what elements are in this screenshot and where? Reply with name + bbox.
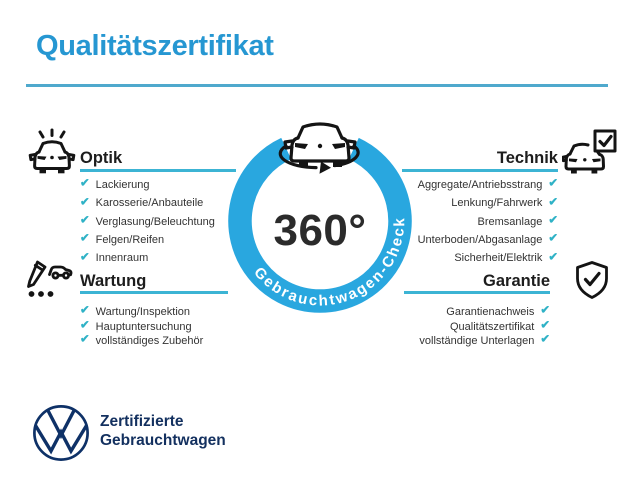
checklist-item-label: Unterboden/Abgasanlage	[417, 234, 543, 247]
section-underline-technik	[402, 169, 558, 172]
checklist-item-label: Felgen/Reifen	[95, 234, 165, 247]
checklist-item-label: Sicherheit/Elektrik	[454, 252, 543, 265]
wartung-checklist	[80, 305, 203, 348]
garantie-checklist	[419, 305, 550, 348]
checklist-item-label: Garantienachweis	[446, 306, 535, 319]
checklist-item	[80, 305, 203, 319]
check-icon: ✔	[548, 232, 558, 245]
checklist-item	[446, 305, 550, 319]
check-icon: ✔	[80, 196, 90, 209]
optik-checklist	[80, 176, 215, 267]
section-underline-optik	[80, 169, 236, 172]
checklist-item-label: Wartung/Inspektion	[95, 306, 191, 319]
page-title: Qualitätszertifikat	[36, 30, 274, 62]
footer-claim	[100, 412, 226, 450]
check-icon: ✔	[540, 319, 550, 332]
check-icon: ✔	[80, 251, 90, 264]
car-front-checkbox-icon	[562, 129, 618, 179]
check-icon: ✔	[548, 251, 558, 264]
footer-claim-line2: Gebrauchtwagen	[100, 432, 226, 449]
ring-label: Gebrauchtwagen-Check	[250, 216, 409, 310]
checklist-item-label: Bremsanlage	[477, 215, 543, 228]
check-icon: ✔	[548, 196, 558, 209]
checklist-item	[80, 334, 203, 348]
checklist-item-label: Karosserie/Anbauteile	[95, 197, 204, 210]
checklist-item-label: Verglasung/Beleuchtung	[95, 215, 215, 228]
checklist-item	[419, 334, 550, 348]
pencil-car-checklist-icon	[23, 259, 77, 299]
checklist-item-label: Lackierung	[95, 179, 150, 192]
checklist-item	[80, 231, 215, 249]
check-icon: ✔	[80, 333, 90, 346]
section-heading-optik: Optik	[80, 149, 123, 167]
checklist-item	[454, 249, 558, 267]
section-heading-technik: Technik	[496, 149, 558, 167]
check-icon: ✔	[80, 319, 90, 332]
section-heading-garantie: Garantie	[483, 272, 550, 290]
checklist-item-label: Hauptuntersuchung	[95, 320, 192, 333]
checklist-item	[478, 213, 558, 231]
check-icon: ✔	[80, 177, 90, 190]
check-icon: ✔	[80, 232, 90, 245]
checklist-item	[80, 249, 215, 267]
checklist-item	[80, 319, 203, 333]
checklist-item-label: Innenraum	[95, 252, 149, 265]
checklist-item	[80, 213, 215, 231]
car-front-shine-icon	[26, 128, 78, 182]
check-icon: ✔	[540, 333, 550, 346]
vw-logo	[32, 404, 90, 462]
checklist-item-label: vollständiges Zubehör	[95, 334, 204, 347]
technik-checklist	[418, 176, 558, 267]
checklist-item	[450, 319, 550, 333]
footer-claim-line1: Zertifizierte	[100, 413, 184, 430]
section-underline-wartung	[80, 291, 228, 294]
check-icon: ✔	[548, 214, 558, 227]
checklist-item	[80, 194, 215, 212]
check-icon: ✔	[548, 177, 558, 190]
checklist-item	[80, 176, 215, 194]
car-360-rotation-icon	[272, 118, 368, 182]
checklist-item	[418, 231, 558, 249]
checklist-item	[451, 194, 558, 212]
check-icon: ✔	[80, 304, 90, 317]
header-divider	[26, 84, 608, 87]
section-underline-garantie	[404, 291, 550, 294]
section-heading-wartung: Wartung	[80, 272, 147, 290]
checklist-item-label: Qualitätszertifikat	[449, 320, 535, 333]
check-icon: ✔	[540, 304, 550, 317]
check-icon: ✔	[80, 214, 90, 227]
checklist-item	[418, 176, 558, 194]
degree-label: 360°	[273, 206, 367, 255]
shield-check-icon	[572, 260, 612, 300]
checklist-item-label: Lenkung/Fahrwerk	[451, 197, 543, 210]
checklist-item-label: vollständige Unterlagen	[419, 334, 535, 347]
checklist-item-label: Aggregate/Antriebsstrang	[417, 179, 543, 192]
